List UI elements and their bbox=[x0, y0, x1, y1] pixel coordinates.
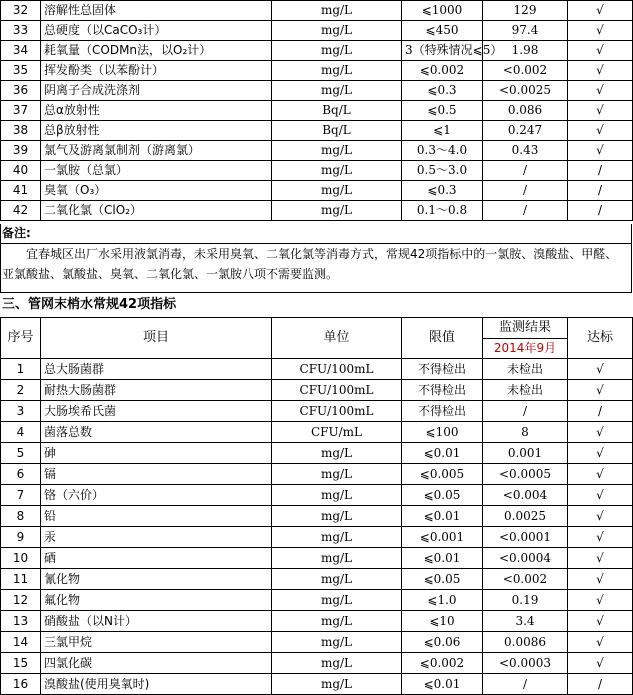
cell-result: / bbox=[483, 181, 568, 201]
cell-result: <0.002 bbox=[483, 61, 568, 81]
table-row bbox=[1, 485, 633, 506]
cell-item: 耗氧量（CODMn法，以O₂计） bbox=[41, 41, 272, 61]
cell-pass: √ bbox=[568, 632, 633, 653]
cell-item: 镉 bbox=[41, 464, 272, 485]
cell-item: 总大肠菌群 bbox=[41, 359, 272, 380]
table-row bbox=[1, 181, 633, 201]
cell-pass: / bbox=[568, 201, 633, 221]
cell-limit: ⩽0.5 bbox=[402, 101, 483, 121]
table-row bbox=[1, 548, 633, 569]
table-row bbox=[1, 464, 633, 485]
cell-item: 硒 bbox=[41, 548, 272, 569]
table-row bbox=[1, 422, 633, 443]
cell-result: / bbox=[483, 201, 568, 221]
table-row bbox=[1, 653, 633, 674]
table-row bbox=[1, 632, 633, 653]
cell-limit: ⩽0.3 bbox=[402, 181, 483, 201]
cell-no: 4 bbox=[1, 422, 41, 443]
cell-item: 铅 bbox=[41, 506, 272, 527]
table-row bbox=[1, 61, 633, 81]
cell-pass: √ bbox=[568, 569, 633, 590]
cell-item: 耐热大肠菌群 bbox=[41, 380, 272, 401]
cell-item: 溴酸盐(使用臭氧时) bbox=[41, 674, 272, 695]
cell-limit: ⩽0.005 bbox=[402, 464, 483, 485]
cell-pass: / bbox=[568, 401, 633, 422]
table-header-row bbox=[1, 318, 633, 339]
cell-limit: ⩽1.0 bbox=[402, 590, 483, 611]
table-row bbox=[1, 380, 633, 401]
cell-item: 一氯胺（总氯） bbox=[41, 161, 272, 181]
cell-unit: mg/L bbox=[272, 674, 402, 695]
cell-no: 36 bbox=[1, 81, 41, 101]
cell-unit: mg/L bbox=[272, 21, 402, 41]
cell-limit: 不得检出 bbox=[402, 401, 483, 422]
cell-no: 8 bbox=[1, 506, 41, 527]
cell-result: <0.0001 bbox=[483, 527, 568, 548]
cell-result: 0.001 bbox=[483, 443, 568, 464]
cell-pass: √ bbox=[568, 506, 633, 527]
cell-pass: √ bbox=[568, 548, 633, 569]
cell-no: 42 bbox=[1, 201, 41, 221]
table-row bbox=[1, 569, 633, 590]
cell-result: 0.0086 bbox=[483, 632, 568, 653]
cell-no: 10 bbox=[1, 548, 41, 569]
cell-unit: CFU/100mL bbox=[272, 380, 402, 401]
cell-limit: ⩽1000 bbox=[402, 1, 483, 21]
cell-result: 97.4 bbox=[483, 21, 568, 41]
cell-result: 0.43 bbox=[483, 141, 568, 161]
cell-item: 挥发酚类（以苯酚计） bbox=[41, 61, 272, 81]
remarks-text: 宜春城区出厂水采用液氯消毒，未采用臭氧、二氧化氯等消毒方式，常规42项指标中的一氯胺、溴酸盐、甲醛、亚氯酸盐、氯酸盐、臭氧、二氧化氯、一氯胺八项不需要监测。 bbox=[2, 247, 618, 281]
cell-limit: ⩽0.05 bbox=[402, 569, 483, 590]
cell-item: 氰化物 bbox=[41, 569, 272, 590]
cell-no: 12 bbox=[1, 590, 41, 611]
cell-pass: √ bbox=[568, 41, 633, 61]
cell-result: <0.0004 bbox=[483, 548, 568, 569]
cell-unit: mg/L bbox=[272, 61, 402, 81]
cell-unit: mg/L bbox=[272, 653, 402, 674]
table-row bbox=[1, 506, 633, 527]
cell-unit: mg/L bbox=[272, 1, 402, 21]
cell-unit: mg/L bbox=[272, 569, 402, 590]
cell-unit: mg/L bbox=[272, 632, 402, 653]
cell-no: 33 bbox=[1, 21, 41, 41]
cell-limit: ⩽0.01 bbox=[402, 443, 483, 464]
table-row bbox=[1, 443, 633, 464]
cell-item: 总硬度（以CaCO₃计） bbox=[41, 21, 272, 41]
cell-limit: ⩽450 bbox=[402, 21, 483, 41]
cell-no: 38 bbox=[1, 121, 41, 141]
cell-item: 臭氧（O₃） bbox=[41, 181, 272, 201]
cell-pass: / bbox=[568, 161, 633, 181]
cell-result: 0.0025 bbox=[483, 506, 568, 527]
cell-pass: √ bbox=[568, 443, 633, 464]
cell-item: 溶解性总固体 bbox=[41, 1, 272, 21]
cell-limit: ⩽0.01 bbox=[402, 506, 483, 527]
cell-pass: √ bbox=[568, 653, 633, 674]
table-row bbox=[1, 101, 633, 121]
cell-no: 7 bbox=[1, 485, 41, 506]
cell-pass: √ bbox=[568, 1, 633, 21]
cell-result: <0.002 bbox=[483, 569, 568, 590]
section-title: 三、管网末梢水常规42项指标 bbox=[2, 297, 177, 312]
cell-no: 14 bbox=[1, 632, 41, 653]
table-row bbox=[1, 201, 633, 221]
header-no: 序号 bbox=[1, 318, 41, 359]
cell-unit: mg/L bbox=[272, 201, 402, 221]
table-row bbox=[1, 21, 633, 41]
table-row bbox=[1, 81, 633, 101]
cell-no: 11 bbox=[1, 569, 41, 590]
cell-item: 铬（六价） bbox=[41, 485, 272, 506]
cell-result: 0.247 bbox=[483, 121, 568, 141]
cell-limit: 不得检出 bbox=[402, 359, 483, 380]
cell-pass: / bbox=[568, 674, 633, 695]
header-pass: 达标 bbox=[568, 318, 633, 359]
cell-item: 三氯甲烷 bbox=[41, 632, 272, 653]
cell-unit: mg/L bbox=[272, 161, 402, 181]
cell-unit: mg/L bbox=[272, 527, 402, 548]
cell-unit: mg/L bbox=[272, 443, 402, 464]
cell-no: 34 bbox=[1, 41, 41, 61]
cell-pass: √ bbox=[568, 611, 633, 632]
cell-no: 3 bbox=[1, 401, 41, 422]
header-date: 2014年9月 bbox=[483, 338, 568, 359]
cell-unit: mg/L bbox=[272, 590, 402, 611]
cell-pass: √ bbox=[568, 422, 633, 443]
cell-limit: ⩽0.002 bbox=[402, 61, 483, 81]
table-row bbox=[1, 41, 633, 61]
cell-item: 总β放射性 bbox=[41, 121, 272, 141]
cell-result: / bbox=[483, 161, 568, 181]
cell-no: 6 bbox=[1, 464, 41, 485]
cell-result: <0.0025 bbox=[483, 81, 568, 101]
cell-limit: ⩽100 bbox=[402, 422, 483, 443]
cell-limit: ⩽0.3 bbox=[402, 81, 483, 101]
cell-limit: ⩽0.01 bbox=[402, 674, 483, 695]
cell-unit: mg/L bbox=[272, 141, 402, 161]
cell-limit: ⩽0.01 bbox=[402, 548, 483, 569]
cell-pass: √ bbox=[568, 527, 633, 548]
cell-no: 2 bbox=[1, 380, 41, 401]
cell-unit: CFU/mL bbox=[272, 422, 402, 443]
cell-unit: Bq/L bbox=[272, 101, 402, 121]
cell-unit: mg/L bbox=[272, 485, 402, 506]
cell-limit: 不得检出 bbox=[402, 380, 483, 401]
table-row bbox=[1, 1, 633, 21]
cell-limit: ⩽1 bbox=[402, 121, 483, 141]
header-result: 监测结果 bbox=[483, 318, 568, 339]
cell-unit: mg/L bbox=[272, 41, 402, 61]
cell-result: / bbox=[483, 401, 568, 422]
cell-pass: √ bbox=[568, 61, 633, 81]
cell-item: 大肠埃希氏菌 bbox=[41, 401, 272, 422]
cell-item: 二氧化氯（ClO₂） bbox=[41, 201, 272, 221]
cell-no: 16 bbox=[1, 674, 41, 695]
cell-pass: √ bbox=[568, 121, 633, 141]
cell-result: 3.4 bbox=[483, 611, 568, 632]
cell-unit: mg/L bbox=[272, 548, 402, 569]
table-row bbox=[1, 527, 633, 548]
cell-no: 35 bbox=[1, 61, 41, 81]
table-row bbox=[1, 401, 633, 422]
cell-no: 37 bbox=[1, 101, 41, 121]
cell-no: 5 bbox=[1, 443, 41, 464]
cell-item: 菌落总数 bbox=[41, 422, 272, 443]
table-row bbox=[1, 121, 633, 141]
cell-unit: mg/L bbox=[272, 464, 402, 485]
cell-unit: CFU/100mL bbox=[272, 359, 402, 380]
cell-pass: √ bbox=[568, 21, 633, 41]
cell-limit: 0.3～4.0 bbox=[402, 141, 483, 161]
cell-result: 1.98 bbox=[483, 41, 568, 61]
cell-pass: √ bbox=[568, 359, 633, 380]
note-right-border bbox=[631, 224, 632, 293]
cell-no: 32 bbox=[1, 1, 41, 21]
cell-result: 0.19 bbox=[483, 590, 568, 611]
table-row bbox=[1, 359, 633, 380]
cell-pass: √ bbox=[568, 464, 633, 485]
table-row bbox=[1, 611, 633, 632]
cell-limit: ⩽10 bbox=[402, 611, 483, 632]
cell-unit: CFU/100mL bbox=[272, 401, 402, 422]
cell-limit: 0.1～0.8 bbox=[402, 201, 483, 221]
header-limit: 限值 bbox=[402, 318, 483, 359]
cell-item: 硝酸盐（以N计） bbox=[41, 611, 272, 632]
cell-no: 13 bbox=[1, 611, 41, 632]
cell-pass: √ bbox=[568, 141, 633, 161]
cell-unit: mg/L bbox=[272, 611, 402, 632]
remarks-label: 备注: bbox=[2, 226, 31, 240]
cell-pass: √ bbox=[568, 590, 633, 611]
cell-item: 阴离子合成洗涤剂 bbox=[41, 81, 272, 101]
cell-limit: ⩽0.001 bbox=[402, 527, 483, 548]
cell-pass: √ bbox=[568, 101, 633, 121]
cell-item: 砷 bbox=[41, 443, 272, 464]
header-unit: 单位 bbox=[272, 318, 402, 359]
cell-pass: √ bbox=[568, 380, 633, 401]
table-row bbox=[1, 674, 633, 695]
cell-result: <0.0005 bbox=[483, 464, 568, 485]
cell-result: <0.0003 bbox=[483, 653, 568, 674]
table-row bbox=[1, 161, 633, 181]
cell-unit: mg/L bbox=[272, 506, 402, 527]
cell-limit: ⩽0.06 bbox=[402, 632, 483, 653]
cell-unit: mg/L bbox=[272, 181, 402, 201]
cell-item: 氯气及游离氯制剂（游离氯） bbox=[41, 141, 272, 161]
header-item: 项目 bbox=[41, 318, 272, 359]
cell-result: 129 bbox=[483, 1, 568, 21]
cell-no: 15 bbox=[1, 653, 41, 674]
cell-no: 9 bbox=[1, 527, 41, 548]
cell-result: 未检出 bbox=[483, 380, 568, 401]
table-row bbox=[1, 141, 633, 161]
cell-no: 39 bbox=[1, 141, 41, 161]
cell-result: 8 bbox=[483, 422, 568, 443]
cell-result: / bbox=[483, 674, 568, 695]
table-outlet-water-continued bbox=[0, 0, 633, 221]
cell-no: 41 bbox=[1, 181, 41, 201]
table-row bbox=[1, 590, 633, 611]
cell-result: 0.086 bbox=[483, 101, 568, 121]
cell-item: 氟化物 bbox=[41, 590, 272, 611]
note-left-border bbox=[0, 224, 1, 293]
cell-limit: ⩽0.05 bbox=[402, 485, 483, 506]
cell-item: 四氯化碳 bbox=[41, 653, 272, 674]
cell-pass: / bbox=[568, 181, 633, 201]
cell-unit: mg/L bbox=[272, 81, 402, 101]
cell-limit: 3（特殊情况⩽5） bbox=[402, 41, 483, 61]
cell-unit: Bq/L bbox=[272, 121, 402, 141]
cell-limit: 0.5～3.0 bbox=[402, 161, 483, 181]
cell-result: <0.004 bbox=[483, 485, 568, 506]
cell-limit: ⩽0.002 bbox=[402, 653, 483, 674]
cell-result: 未检出 bbox=[483, 359, 568, 380]
table-network-tap-water bbox=[0, 317, 633, 695]
cell-no: 40 bbox=[1, 161, 41, 181]
cell-pass: √ bbox=[568, 485, 633, 506]
cell-item: 总α放射性 bbox=[41, 101, 272, 121]
cell-no: 1 bbox=[1, 359, 41, 380]
cell-item: 汞 bbox=[41, 527, 272, 548]
cell-pass: √ bbox=[568, 81, 633, 101]
